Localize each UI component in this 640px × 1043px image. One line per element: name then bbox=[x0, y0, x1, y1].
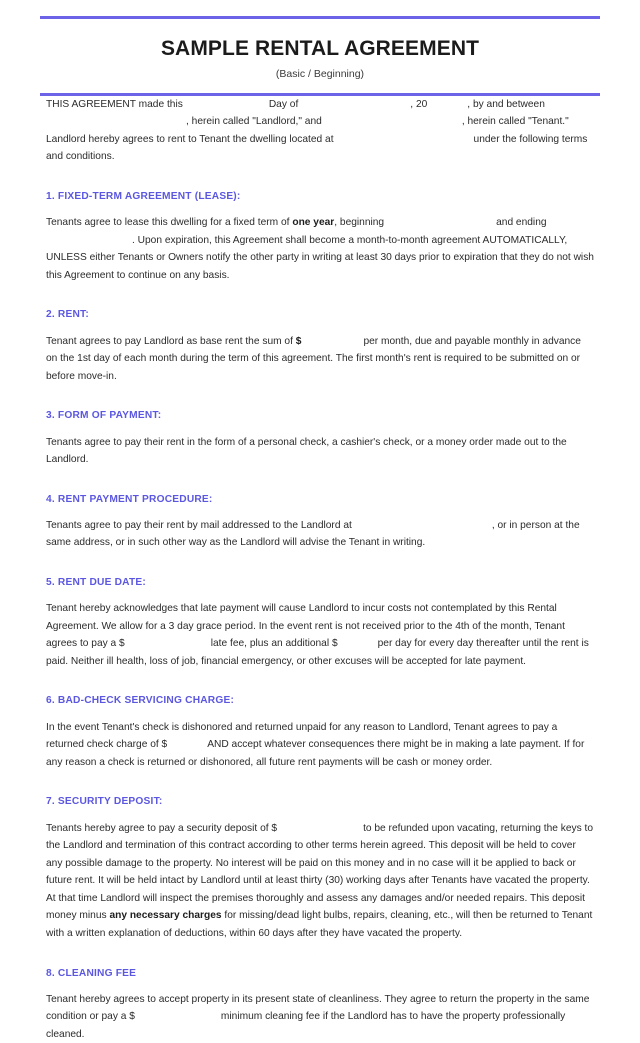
s8-text-1: Tenant hereby agrees to accept property in its present state of cleanliness. They agree to return the property in the same condition or pay a $ bbox=[46, 993, 590, 1023]
section-body-1 bbox=[46, 214, 594, 284]
section-body-7 bbox=[46, 820, 594, 943]
s1-text-2: , beginning bbox=[334, 217, 385, 229]
top-divider-rule bbox=[40, 16, 600, 19]
page-title: SAMPLE RENTAL AGREEMENT bbox=[160, 37, 480, 60]
intro-text-7: under the following terms and conditions. bbox=[46, 133, 588, 163]
section-heading-7: 7. SECURITY DEPOSIT: bbox=[46, 796, 163, 808]
s7-text-2: to be refunded upon vacating, returning the keys to the Landlord and termination of this contract according to other terms herein agreed. This deposit will be held to cover any possible damage to the property. No interest will be paid on this money and in no case will it be applied to back or future rent. It will be held intact by Landlord until at least thirty (30) working days after Tenants have vacated the property. At that time Landlord will inspect the premises thoroughly and assess any damages and/or needed repairs. This deposit money minus bbox=[46, 822, 594, 922]
section-body-5 bbox=[46, 600, 594, 670]
intro-paragraph bbox=[46, 96, 594, 166]
section-body-3: Tenants agree to pay their rent in the form of a personal check, a cashier's check, or a money order made out to the Landlord. bbox=[46, 436, 567, 466]
s5-text-1: Tenant hereby acknowledges that late payment will cause Landlord to incur costs not contemplated by this Rental Agreement. We allow for a 3 day grace period. In the event rent is not received prior to the 4th of the month, Tenant agrees to pay a $ bbox=[46, 603, 565, 650]
s1-text-3: and ending bbox=[496, 217, 547, 229]
intro-text-3: , 20 bbox=[410, 98, 428, 110]
page-subtitle: (Basic / Beginning) bbox=[275, 68, 365, 81]
s7-bold-charges: any necessary charges bbox=[109, 910, 222, 922]
section-heading-5: 5. RENT DUE DATE: bbox=[46, 577, 146, 589]
document-page bbox=[0, 16, 640, 1040]
s1-bold-term: one year bbox=[292, 217, 335, 229]
s4-text-1: Tenants agree to pay their rent by mail addressed to the Landlord at bbox=[46, 519, 352, 531]
section-heading-3: 3. FORM OF PAYMENT: bbox=[46, 410, 162, 422]
s6-text-1: In the event Tenant's check is dishonored and returned unpaid for any reason to Landlord, Tenant agrees to pay a returned check charge of $ bbox=[46, 721, 558, 751]
s2-text-2: per month, due and payable monthly in advance on the 1st day of each month during the term of this agreement. The first month's rent is required to be submitted on or before move-in. bbox=[46, 335, 581, 382]
s7-text-3: for missing/dead light bulbs, repairs, cleaning, etc., will then be returned to Tenant with a written explanation of deductions, within 60 days after they have vacated the property. bbox=[46, 910, 593, 939]
s1-text-1: Tenants agree to lease this dwelling for a fixed term of bbox=[46, 217, 290, 229]
section-heading-6: 6. BAD-CHECK SERVICING CHARGE: bbox=[46, 695, 235, 707]
s7-text-1: Tenants hereby agree to pay a security deposit of $ bbox=[46, 822, 278, 834]
intro-text-4: , by and between bbox=[467, 98, 545, 110]
intro-text-1: THIS AGREEMENT made this bbox=[46, 98, 183, 110]
s8-text-2: minimum cleaning fee if the Landlord has to have the property professionally cleaned. bbox=[46, 1011, 566, 1040]
section-body-4 bbox=[46, 517, 594, 552]
section-heading-2: 2. RENT: bbox=[46, 309, 89, 321]
section-body-2 bbox=[46, 333, 594, 386]
section-body-8 bbox=[46, 991, 594, 1043]
s2-bold-dollar: $ bbox=[295, 335, 302, 347]
intro-text-6: , herein called "Tenant." Landlord hereby agrees to rent to Tenant the dwelling located at bbox=[46, 116, 569, 145]
section-heading-4: 4. RENT PAYMENT PROCEDURE: bbox=[46, 493, 213, 505]
intro-text-2: Day of bbox=[268, 98, 299, 110]
section-body-6 bbox=[46, 719, 594, 772]
s2-text-1: Tenant agrees to pay Landlord as base rent the sum of bbox=[46, 335, 293, 347]
s5-text-2: late fee, plus an additional $ bbox=[210, 638, 338, 650]
s4-text-2: , or in person at the same address, or in such other way as the Landlord will advise the Tenant in writing. bbox=[46, 519, 580, 549]
section-heading-1: 1. FIXED-TERM AGREEMENT (LEASE): bbox=[46, 190, 241, 202]
section-heading-8: 8. CLEANING FEE bbox=[46, 967, 137, 979]
document-body bbox=[40, 96, 600, 1043]
s6-text-2: AND accept whatever consequences there might be in making a late payment. If for any reason a check is returned or dishonored, all future rent payments will be cash or money order. bbox=[46, 739, 585, 768]
intro-text-5: , herein called "Landlord," and bbox=[186, 116, 322, 128]
s1-text-4: . Upon expiration, this Agreement shall become a month-to-month agreement AUTOMATICALLY, UNLESS either Tenants or Owners notify the other party in writing at least 30 days prior to expiration that they do not wish this Agreement to continue on any basis. bbox=[46, 234, 594, 281]
s5-text-3: per day for every day thereafter until the rent is paid. Neither ill health, loss of job, financial emergency, or other excuses will be accepted for late payment. bbox=[46, 638, 589, 667]
